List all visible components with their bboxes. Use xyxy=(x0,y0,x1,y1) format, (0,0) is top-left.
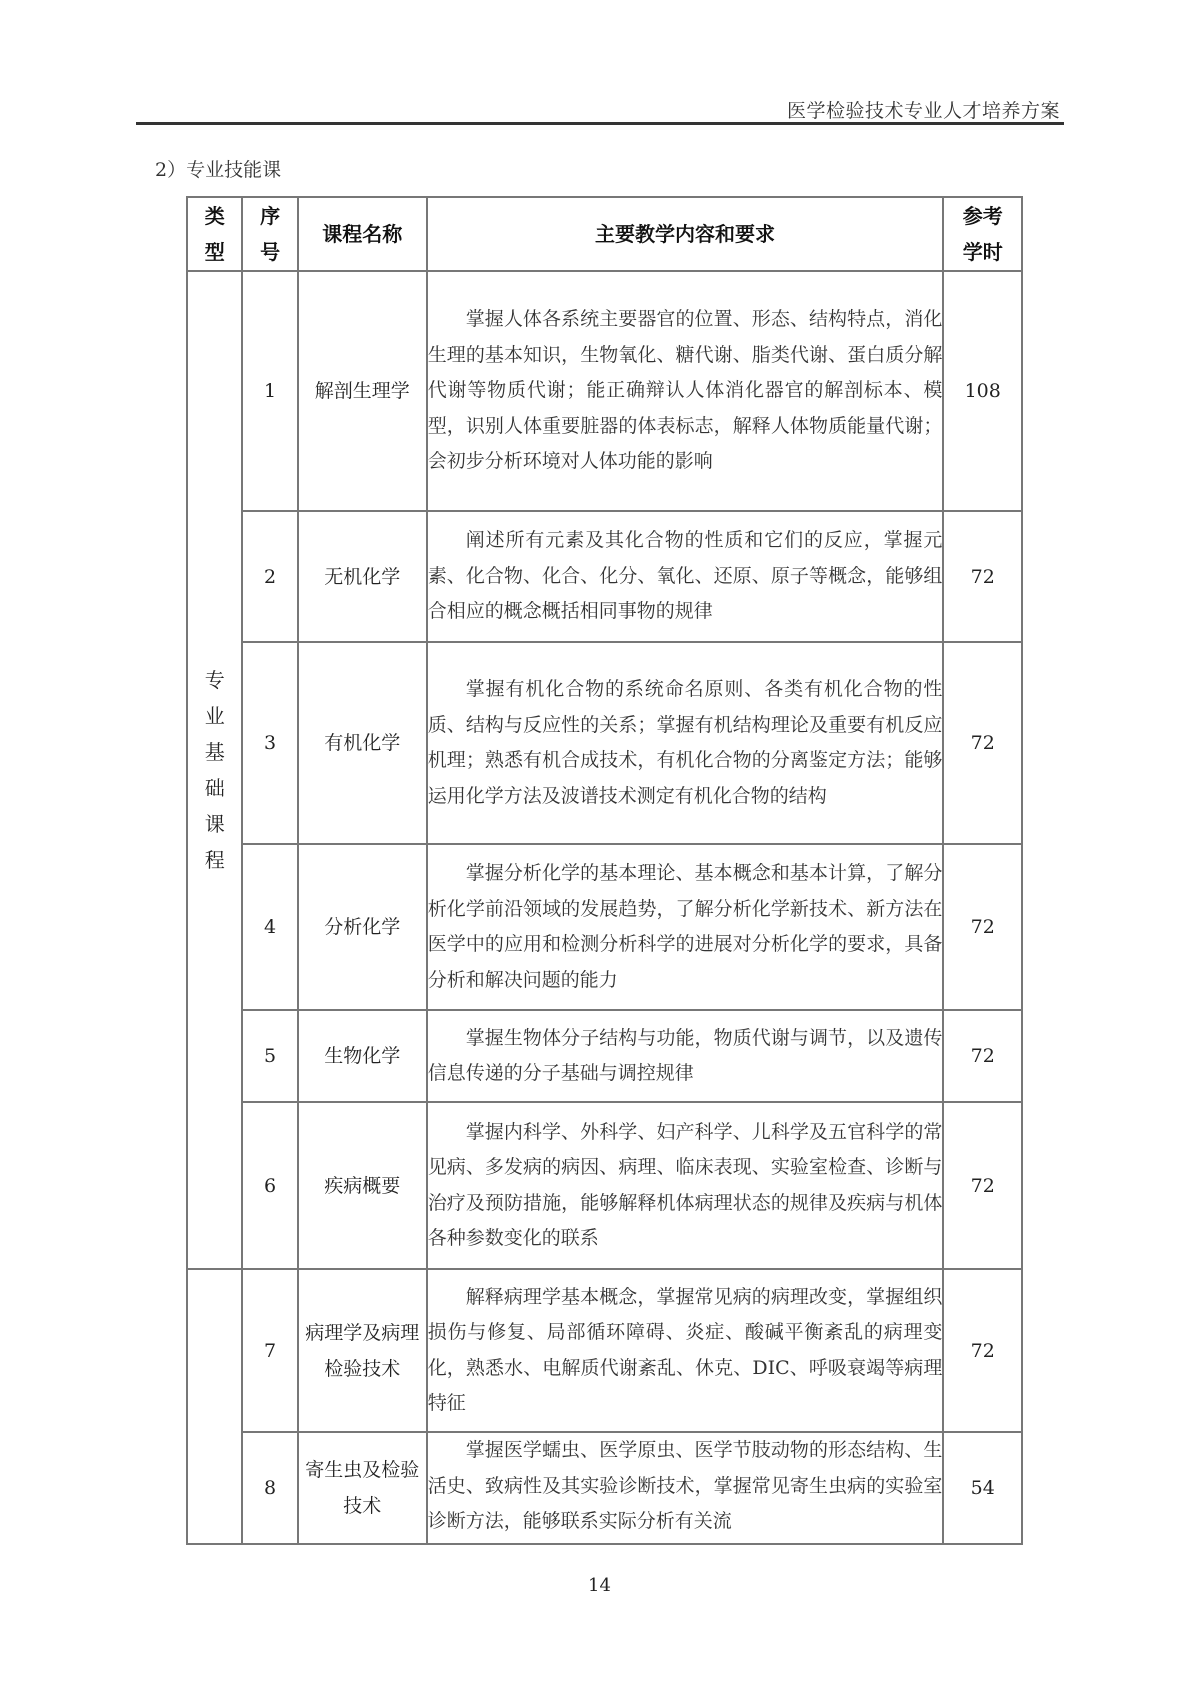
course-hours: 72 xyxy=(943,511,1022,642)
row-number: 5 xyxy=(242,1010,297,1102)
course-content: 掌握医学蠕虫、医学原虫、医学节肢动物的形态结构、生活史、致病性及其实验诊断技术，掌握常见寄生虫病的实验室诊断方法，能够联系实际分析有关流 xyxy=(427,1432,944,1544)
table-row xyxy=(187,642,1022,844)
header-type: 类 型 xyxy=(187,197,242,271)
course-name: 解剖生理学 xyxy=(298,271,427,511)
course-content: 掌握有机化合物的系统命名原则、各类有机化合物的性质、结构与反应性的关系；掌握有机结构理论及重要有机反应机理；熟悉有机合成技术，有机化合物的分离鉴定方法；能够运用化学方法及波谱技术测定有机化合物的结构 xyxy=(427,642,944,844)
table-row xyxy=(187,1102,1022,1269)
course-hours: 72 xyxy=(943,1269,1022,1432)
course-content: 掌握生物体分子结构与功能，物质代谢与调节，以及遗传信息传递的分子基础与调控规律 xyxy=(427,1010,944,1102)
page-number: 14 xyxy=(588,1575,611,1596)
table-row xyxy=(187,1432,1022,1544)
course-hours: 72 xyxy=(943,844,1022,1010)
course-content: 掌握分析化学的基本理论、基本概念和基本计算，了解分析化学前沿领域的发展趋势，了解分析化学新技术、新方法在医学中的应用和检测分析科学的进展对分析化学的要求，具备分析和解决问题的能力 xyxy=(427,844,944,1010)
header-rule xyxy=(136,122,1064,125)
course-hours: 54 xyxy=(943,1432,1022,1544)
header-hours: 参考 学时 xyxy=(943,197,1022,271)
course-hours: 72 xyxy=(943,1010,1022,1102)
course-name: 病理学及病理检验技术 xyxy=(298,1269,427,1432)
course-name: 生物化学 xyxy=(298,1010,427,1102)
row-number: 6 xyxy=(242,1102,297,1269)
header-name: 课程名称 xyxy=(298,197,427,271)
table-row xyxy=(187,271,1022,511)
row-number: 3 xyxy=(242,642,297,844)
course-hours: 72 xyxy=(943,1102,1022,1269)
course-name: 无机化学 xyxy=(298,511,427,642)
section-title: 2）专业技能课 xyxy=(155,159,282,181)
header-content: 主要教学内容和要求 xyxy=(427,197,944,271)
type-cell-empty xyxy=(187,1269,242,1544)
table-row xyxy=(187,511,1022,642)
row-number: 1 xyxy=(242,271,297,511)
course-content: 掌握内科学、外科学、妇产科学、儿科学及五官科学的常见病、多发病的病因、病理、临床表现、实验室检查、诊断与治疗及预防措施，能够解释机体病理状态的规律及疾病与机体各种参数变化的联系 xyxy=(427,1102,944,1269)
course-content: 掌握人体各系统主要器官的位置、形态、结构特点，消化生理的基本知识，生物氧化、糖代谢、脂类代谢、蛋白质分解代谢等物质代谢；能正确辩认人体消化器官的解剖标本、模型，识别人体重要脏器的体表标志，解释人体物质能量代谢；会初步分析环境对人体功能的影响 xyxy=(427,271,944,511)
header-no: 序 号 xyxy=(242,197,297,271)
course-name: 有机化学 xyxy=(298,642,427,844)
table-row xyxy=(187,844,1022,1010)
running-head: 医学检验技术专业人才培养方案 xyxy=(786,100,1060,122)
row-number: 2 xyxy=(242,511,297,642)
course-content: 解释病理学基本概念，掌握常见病的病理改变，掌握组织损伤与修复、局部循环障碍、炎症、酸碱平衡紊乱的病理变化，熟悉水、电解质代谢紊乱、休克、DIC、呼吸衰竭等病理特征 xyxy=(427,1269,944,1432)
row-number: 7 xyxy=(242,1269,297,1432)
course-name: 寄生虫及检验技术 xyxy=(298,1432,427,1544)
course-hours: 72 xyxy=(943,642,1022,844)
course-content: 阐述所有元素及其化合物的性质和它们的反应，掌握元素、化合物、化合、化分、氧化、还原、原子等概念，能够组合相应的概念概括相同事物的规律 xyxy=(427,511,944,642)
table-header-row xyxy=(187,197,1022,271)
type-cell-professional-foundation: 专 业 基 础 课 程 xyxy=(187,271,242,1269)
table-row xyxy=(187,1010,1022,1102)
course-hours: 108 xyxy=(943,271,1022,511)
course-name: 疾病概要 xyxy=(298,1102,427,1269)
row-number: 8 xyxy=(242,1432,297,1544)
row-number: 4 xyxy=(242,844,297,1010)
course-name: 分析化学 xyxy=(298,844,427,1010)
course-table xyxy=(186,196,1023,1545)
table-row xyxy=(187,1269,1022,1432)
